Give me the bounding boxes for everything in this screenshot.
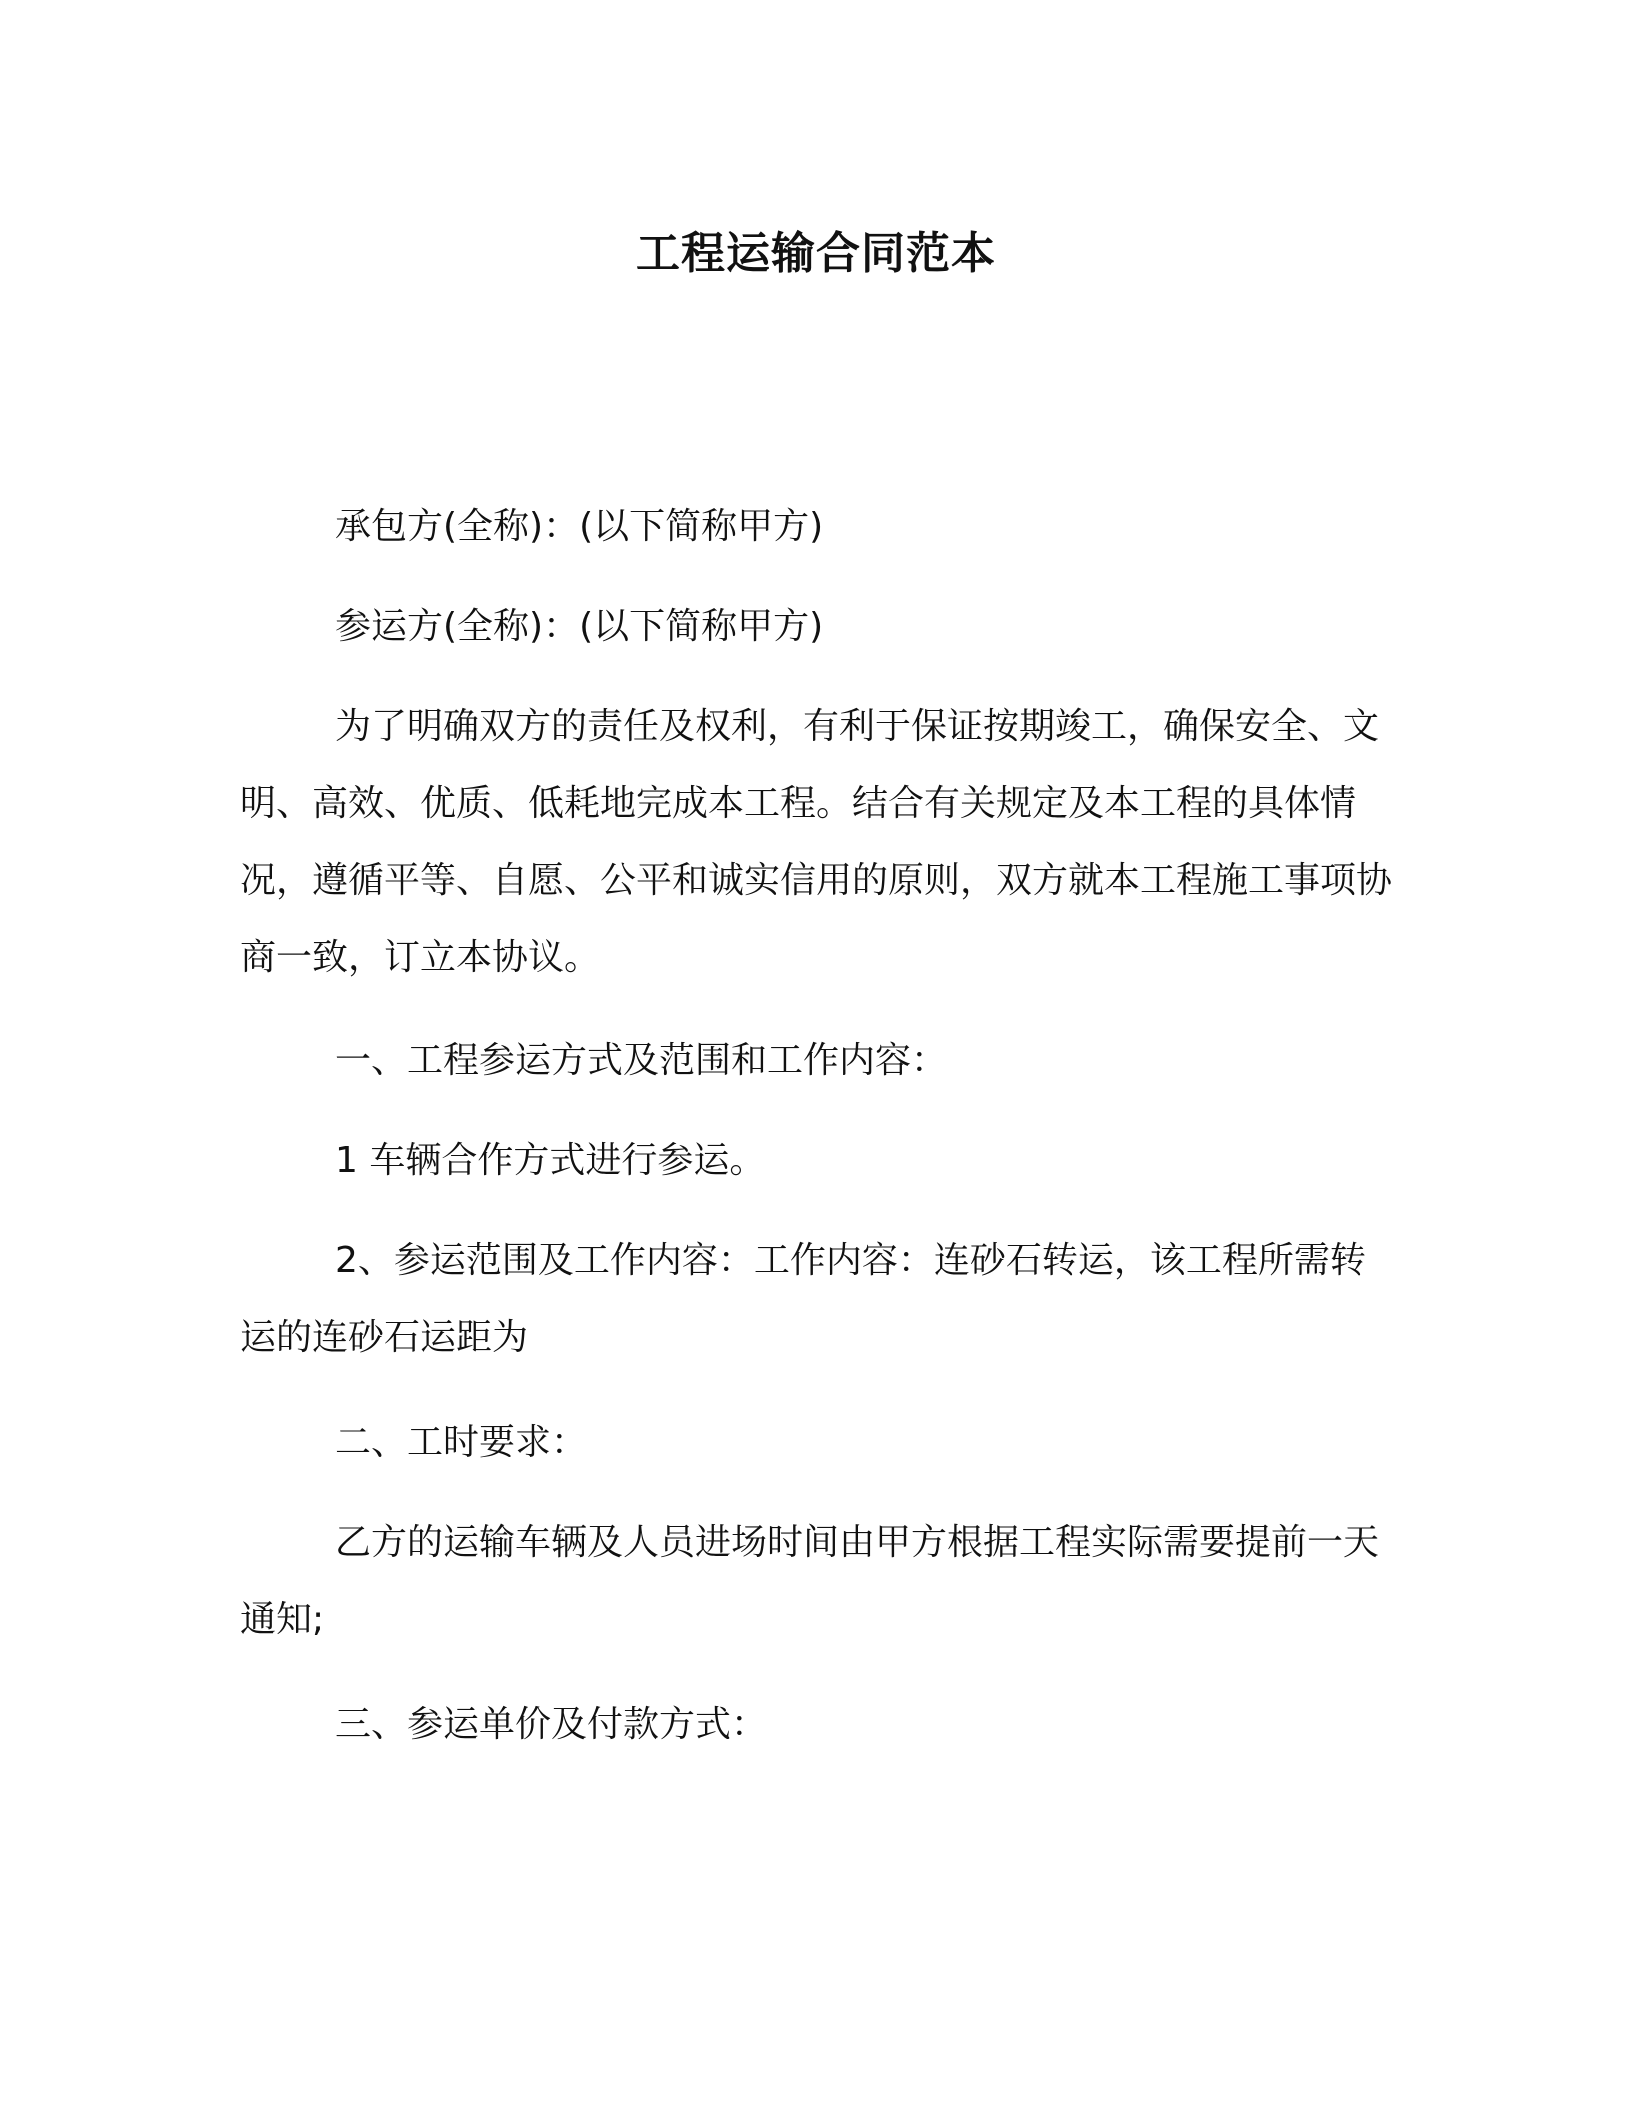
clause-2-body: 乙方的运输车辆及人员进场时间由甲方根据工程实际需要提前一天通知; [240, 1522, 1380, 1640]
section-3-heading: 三、参运单价及付款方式： [335, 1704, 768, 1745]
participant-line: 参运方(全称)：(以下简称甲方) [335, 606, 824, 647]
preamble-paragraph: 为了明确双方的责任及权利，有利于保证按期竣工，确保安全、文明、高效、优质、低耗地完成本工程。结合有关规定及本工程的具体情况，遵循平等、自愿、公平和诚实信用的原则，双方就本工程施工事项协商一致，订立本协议。 [240, 706, 1393, 978]
clause-1-2: 2、参运范围及工作内容：工作内容：连砂石转运，该工程所需转运的连砂石运距为 [240, 1240, 1366, 1358]
document-title: 工程运输合同范本 [636, 228, 996, 279]
section-2-heading: 二、工时要求： [335, 1422, 588, 1463]
contractor-line: 承包方(全称)：(以下简称甲方) [335, 506, 824, 547]
clause-1-1: 1 车辆合作方式进行参运。 [335, 1140, 766, 1181]
section-1-heading: 一、工程参运方式及范围和工作内容： [335, 1040, 948, 1081]
